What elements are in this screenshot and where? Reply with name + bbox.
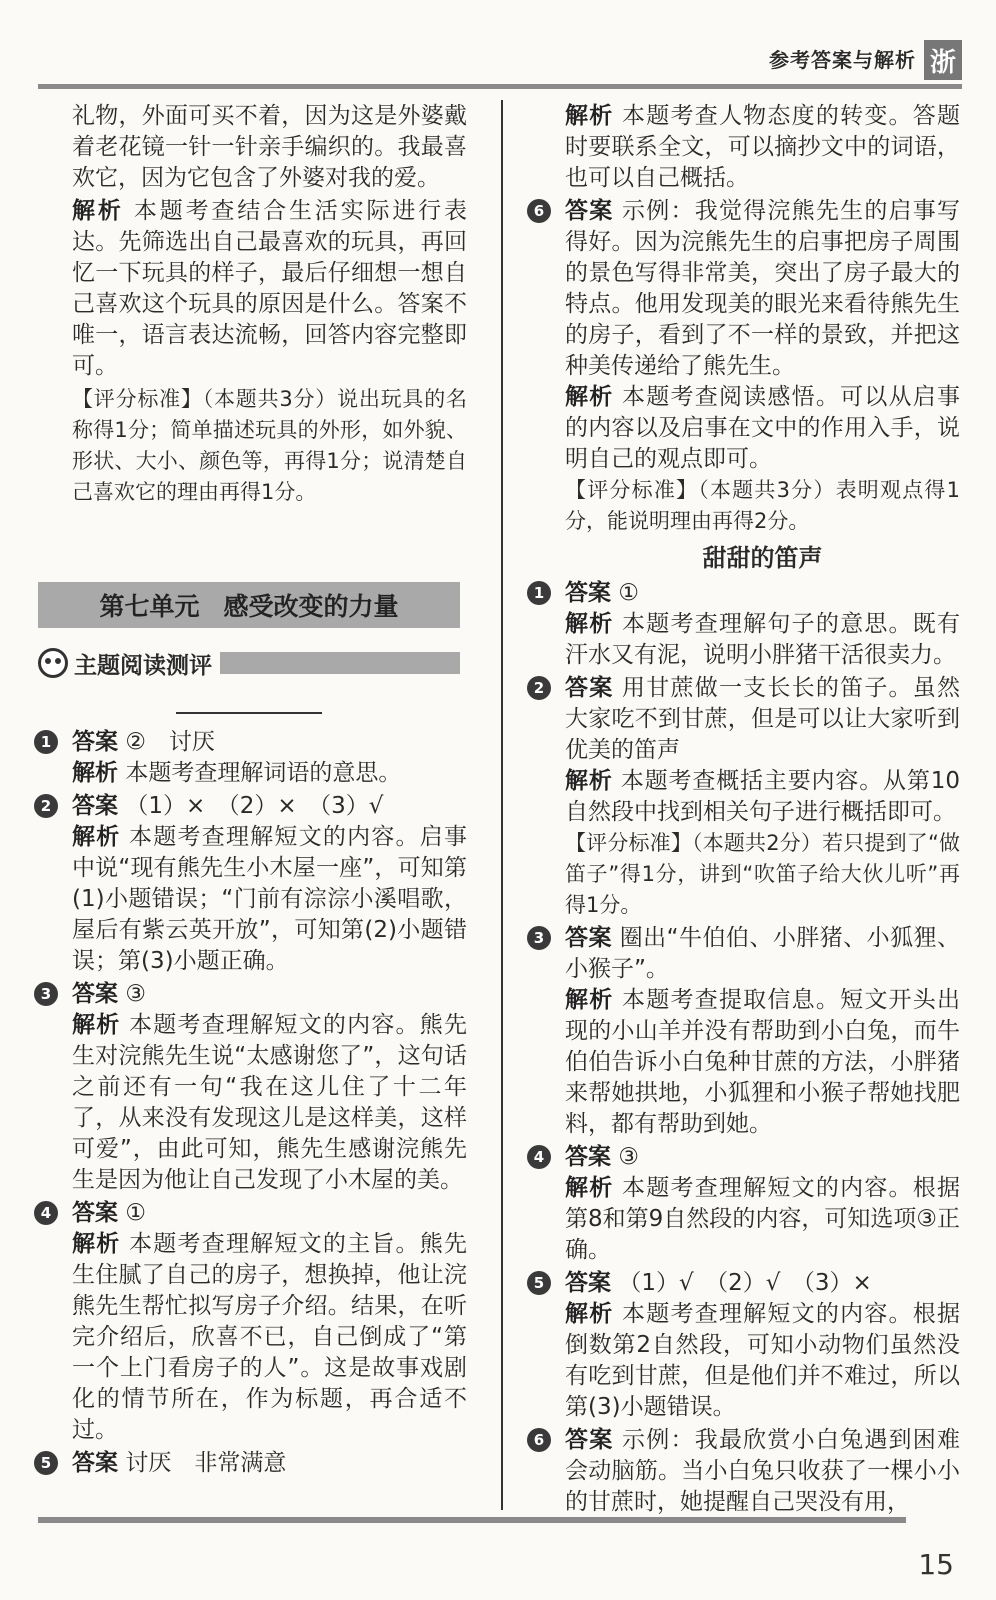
analysis-text: 本题考查理解短文的内容。熊先生对浣熊先生说“太感谢您了”，这句话之前还有一句“我在这儿住了十二年了，从来没有发现这儿是这样美，这样可爱”，由此可知，熊先生感谢浣熊先生是因为他让自己发现了小木屋的美。 (72, 1012, 468, 1193)
continued-analysis (565, 101, 960, 194)
unit-name: 感受改变的力量 (223, 592, 399, 621)
unit-number: 第七单元 (99, 592, 200, 621)
scoring-standard: 【评分标准】（本题共3分）说出玩具的名称得1分；简单描述玩具的外形，如外貌、形状、大小、颜色等，再得1分；说清楚自己喜欢它的理由再得1分。 (72, 387, 467, 504)
answer-label: 答案 (565, 925, 612, 951)
scoring-standard: 【评分标准】（本题共3分）表明观点得1分，能说明理由再得2分。 (565, 478, 960, 533)
answer-text: 讨厌 非常满意 (125, 1450, 287, 1476)
analysis-text: 本题考查理解短文的内容。启事中说“现有熊先生小木屋一座”，可知第(1)小题错误；“门前有淙淙小溪唱歌，屋后有紫云英开放”，可知第(2)小题错误；第(3)小题正确。 (72, 824, 468, 974)
analysis-text: 本题考查阅读感悟。可以从启事的内容以及启事在文中的作用入手，说明自己的观点即可。 (565, 384, 961, 472)
answer-text: ② 讨厌 (125, 729, 215, 755)
continued-answer: 礼物，外面可买不着，因为这是外婆戴着老花镜一针一针亲手编织的。我最喜欢它，因为它包含了外婆对我的爱。 (72, 103, 467, 191)
analysis-label: 解析 (72, 824, 121, 850)
list-item (40, 1198, 468, 1446)
footer-rule (38, 1517, 906, 1523)
analysis-text: 本题考查结合生活实际进行表达。先筛选出自己最喜欢的玩具，再回忆一下玩具的样子，最后仔细想一想自己喜欢这个玩具的原因是什么。答案不唯一，语言表达流畅，回答内容完整即可。 (72, 198, 468, 379)
answer-text: ③ (125, 981, 146, 1007)
list-item (533, 923, 961, 1140)
analysis-label: 解析 (565, 768, 613, 794)
list-item (533, 673, 961, 921)
answer-text: 用甘蔗做一支长长的笛子。虽然大家吃不到甘蔗，但是可以让大家听到优美的笛声 (565, 675, 961, 763)
analysis-label: 解析 (565, 611, 614, 637)
answer-label: 答案 (72, 1450, 118, 1476)
list-item (40, 791, 468, 977)
item-number: 6 (527, 199, 551, 223)
analysis-text: 本题考查理解短文的主旨。熊先生住腻了自己的房子，想换掉，他让浣熊先生帮忙拟写房子介绍。结果，在听完介绍后，欣喜不已，自己倒成了“第一个上门看房子的人”。这是故事戏剧化的情节所在，作为标题，再合适不过。 (72, 1231, 468, 1443)
topic-heading (38, 646, 460, 680)
province-badge: 浙 (924, 40, 962, 80)
answer-text: （1）√ （2）√ （3）× (618, 1270, 872, 1296)
list-item (533, 1425, 961, 1518)
list-item (533, 578, 961, 671)
list-item (533, 1268, 961, 1423)
analysis-label: 解析 (72, 198, 124, 224)
header-rule (38, 84, 962, 89)
item-number: 1 (34, 730, 58, 754)
right-column (533, 101, 961, 1520)
answer-label: 答案 (565, 1427, 614, 1453)
analysis-label: 解析 (565, 987, 614, 1013)
answer-label: 答案 (565, 198, 614, 224)
item-number: 1 (527, 581, 551, 605)
list-item (533, 1142, 961, 1266)
item-number: 2 (34, 794, 58, 818)
analysis-label: 解析 (72, 1012, 121, 1038)
analysis-text: 本题考查理解句子的意思。既有汗水又有泥，说明小胖猪干活很卖力。 (565, 611, 961, 668)
topic-label: 主题阅读测评 (74, 652, 212, 679)
item-number: 4 (34, 1201, 58, 1225)
answer-text: ③ (618, 1144, 639, 1170)
answer-label: 答案 (565, 1144, 611, 1170)
passage-title-line (176, 712, 322, 714)
topic-bar (220, 652, 460, 674)
list-item (40, 1448, 467, 1479)
item-number: 5 (527, 1271, 551, 1295)
analysis-label: 解析 (565, 1301, 614, 1327)
running-header-title: 参考答案与解析 (769, 48, 916, 72)
item-number: 6 (527, 1428, 551, 1452)
list-item (533, 196, 961, 537)
answer-text: 示例：我觉得浣熊先生的启事写得好。因为浣熊先生的启事把房子周围的景色写得非常美，突出了房子最大的特点。他用发现美的眼光来看待熊先生的房子，看到了不一样的景致，并把这种美传递给了熊先生。 (565, 198, 961, 379)
analysis-label: 解析 (72, 760, 118, 786)
reading-mascot-icon (38, 648, 68, 678)
answer-label: 答案 (72, 729, 118, 755)
page-number: 15 (918, 1548, 954, 1581)
left-column (72, 101, 467, 510)
answer-label: 答案 (565, 1270, 611, 1296)
item-number: 4 (527, 1145, 551, 1169)
scoring-standard: 【评分标准】（本题共2分）若只提到了“做笛子”得1分，讲到“吹笛子给大伙儿听”再得1分。 (565, 831, 960, 917)
unit-title-band (38, 582, 460, 628)
answer-text: 示例：我最欣赏小白兔遇到困难会动脑筋。当小白兔只收获了一棵小小的甘蔗时，她提醒自己哭没有用， (565, 1427, 961, 1515)
answer-label: 答案 (565, 580, 611, 606)
analysis-text: 本题考查提取信息。短文开头出现的小山羊并没有帮助到小白兔，而牛伯伯告诉小白兔种甘蔗的方法，小胖猪来帮她拱地，小狐狸和小猴子帮她找肥料，都有帮助到她。 (565, 987, 961, 1137)
answer-label: 答案 (72, 981, 118, 1007)
answer-label: 答案 (72, 1200, 118, 1226)
answer-text: ① (125, 1200, 146, 1226)
list-item (40, 727, 467, 789)
answer-text: ① (618, 580, 639, 606)
analysis-label: 解析 (565, 1175, 614, 1201)
analysis-text: 本题考查理解短文的内容。根据倒数第2自然段，可知小动物们虽然没有吃到甘蔗，但是他们并不难过，所以第(3)小题错误。 (565, 1301, 961, 1420)
analysis-label: 解析 (565, 103, 614, 129)
analysis-text: 本题考查概括主要内容。从第10自然段中找到相关句子进行概括即可。 (565, 768, 961, 825)
answer-text: 圈出“牛伯伯、小胖猪、小狐狸、小猴子”。 (565, 925, 961, 982)
analysis-label: 解析 (72, 1231, 121, 1257)
answer-label: 答案 (565, 675, 614, 701)
answer-text: （1）× （2）× （3）√ (125, 793, 384, 819)
analysis-text: 本题考查人物态度的转变。答题时要联系全文，可以摘抄文中的词语，也可以自己概括。 (565, 103, 961, 191)
column-divider (501, 100, 503, 1510)
analysis-label: 解析 (565, 384, 614, 410)
item-number: 5 (34, 1451, 58, 1475)
item-number: 2 (527, 676, 551, 700)
list-item (40, 979, 468, 1196)
analysis-text: 本题考查理解短文的内容。根据第8和第9自然段的内容，可知选项③正确。 (565, 1175, 961, 1263)
answer-label: 答案 (72, 793, 118, 819)
continued-analysis (72, 196, 467, 382)
item-number: 3 (34, 982, 58, 1006)
left-items (40, 727, 468, 1481)
section-title: 甜甜的笛声 (702, 544, 823, 572)
analysis-text: 本题考查理解词语的意思。 (125, 760, 402, 786)
item-number: 3 (527, 926, 551, 950)
